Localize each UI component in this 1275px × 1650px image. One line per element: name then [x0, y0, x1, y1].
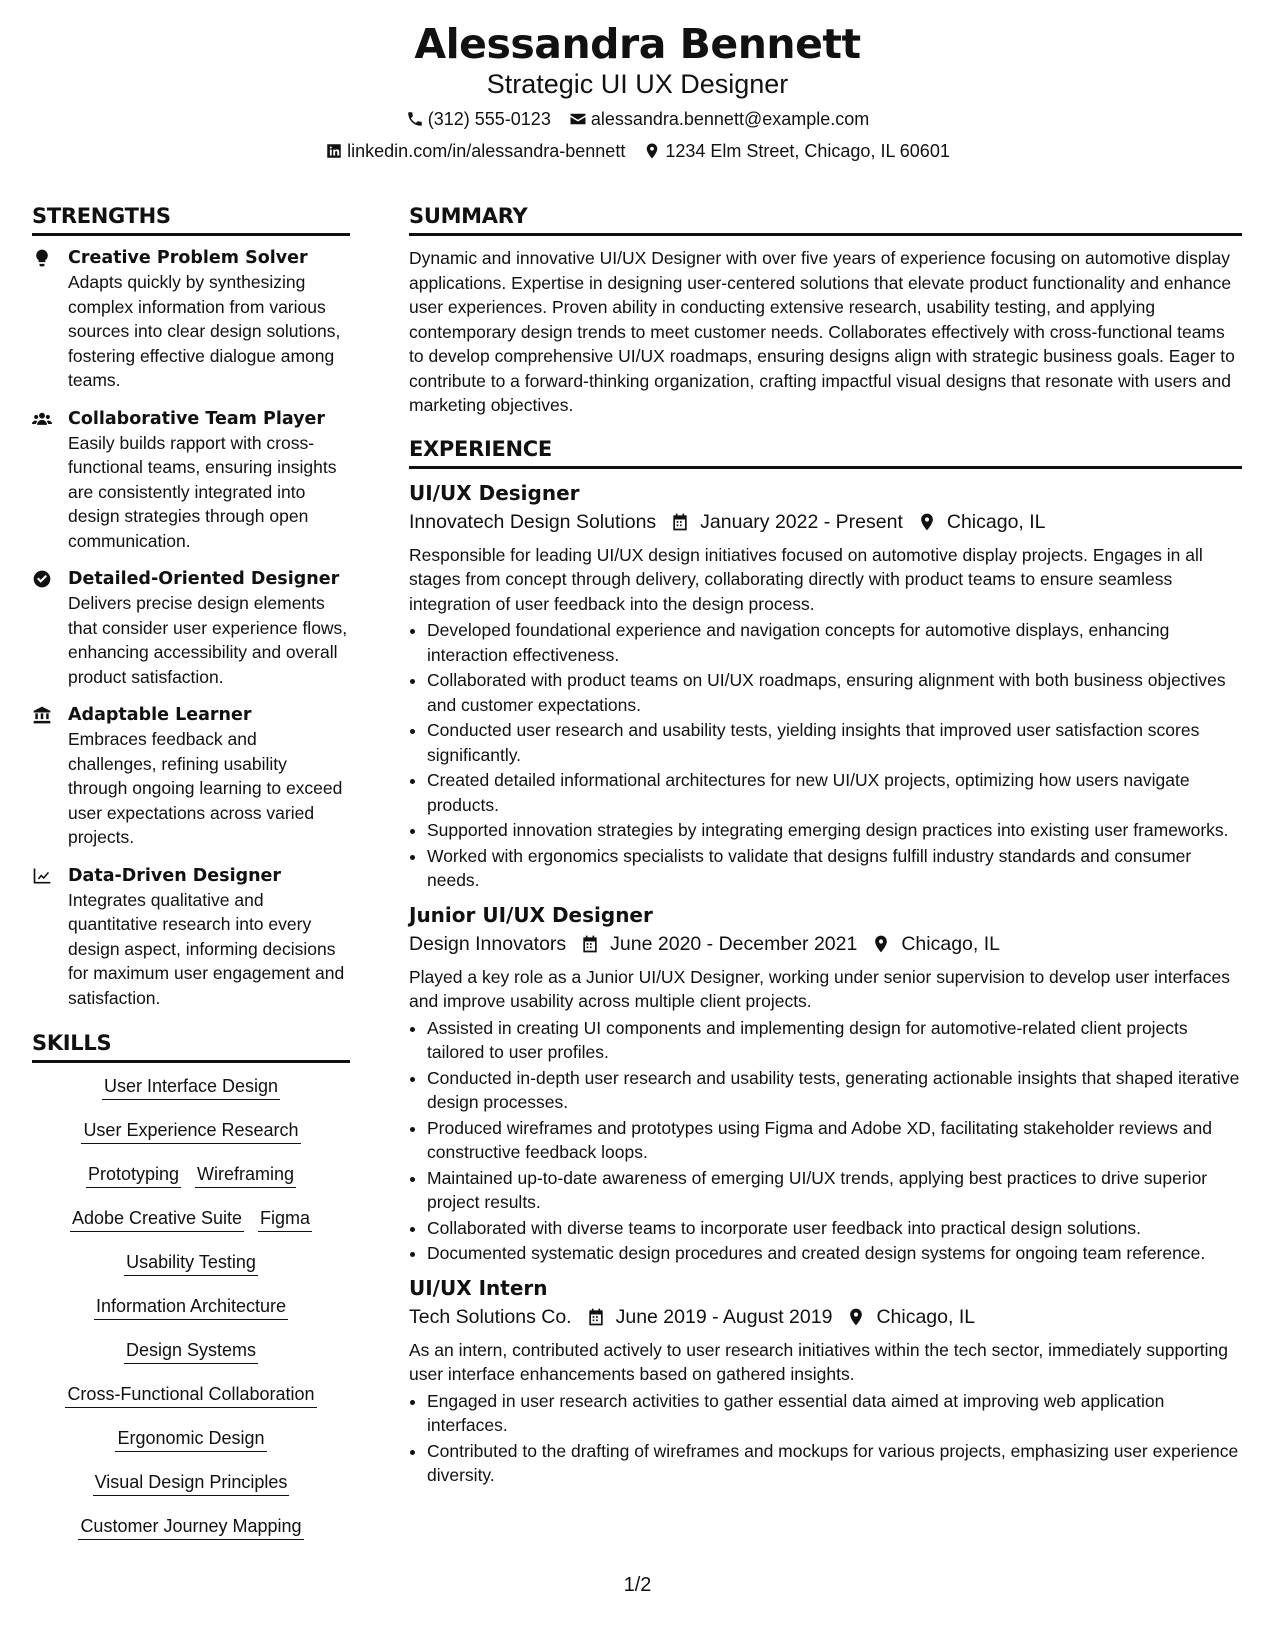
- resume-header: [0, 18, 1275, 163]
- strength-desc: Delivers precise design elements that consider user experience flows, enhancing accessibility and overall product satisfaction.: [68, 593, 348, 687]
- job-title: UI/UX Intern: [409, 1275, 548, 1300]
- bullet-item: • Worked with ergonomics specialists to validate that designs fulfill industry standards and consumer needs.: [427, 844, 1242, 893]
- bullet-item: • Conducted in-depth user research and usability tests, generating actionable insights that shaped iterative design processes.: [427, 1066, 1242, 1115]
- job-entry: [409, 901, 1242, 1266]
- company-name: Innovatech Design Solutions: [409, 510, 657, 533]
- institution-icon: [32, 705, 52, 725]
- skill-tag: Ergonomic Design: [115, 1425, 266, 1452]
- strength-desc: Embraces feedback and challenges, refining usability through ongoing learning to exceed user expectations across varied projects.: [68, 729, 343, 847]
- linkedin-contact[interactable]: [325, 139, 625, 163]
- bullet-item: • Collaborated with diverse teams to incorporate user feedback into practical design solutions.: [427, 1216, 1242, 1241]
- job-bullets: [409, 1389, 1242, 1488]
- candidate-name: Alessandra Bennett: [414, 20, 861, 68]
- skill-tag: User Experience Research: [81, 1117, 300, 1144]
- bullet-item: • Produced wireframes and prototypes using Figma and Adobe XD, facilitating stakeholder reviews and constructive feedback loops.: [427, 1116, 1242, 1165]
- job-location: Chicago, IL: [876, 1305, 976, 1328]
- company-name: Tech Solutions Co.: [409, 1305, 572, 1328]
- left-column: [32, 203, 350, 1557]
- job-entry: [409, 1274, 1242, 1488]
- map-pin-icon: [871, 934, 891, 954]
- skill-tag: Visual Design Principles: [93, 1469, 290, 1496]
- contact-row-1: [0, 107, 1275, 131]
- job-description: Responsible for leading UI/UX design initiatives focused on automotive display projects. Engages in all stages from concept through delivery, collaborating directly with product teams to ensure seamless integration of user feedback into the design process.: [409, 544, 1203, 614]
- email-text: alessandra.bennett@example.com: [590, 109, 870, 129]
- chart-line-icon: [32, 866, 52, 886]
- calendar-icon: [586, 1307, 606, 1327]
- job-dates: January 2022 - Present: [700, 510, 903, 533]
- envelope-icon: [569, 110, 587, 128]
- skill-tag: Information Architecture: [94, 1293, 288, 1320]
- skill-tag: Cross-Functional Collaboration: [65, 1381, 316, 1408]
- job-meta: [409, 929, 1242, 959]
- job-location: Chicago, IL: [901, 932, 1000, 955]
- summary-text: Dynamic and innovative UI/UX Designer with over five years of experience focusing on automotive display applications. Expertise in designing user-centered solutions that elevate product functionality and enhance user experiences. Proven ability in conducting extensive research, usability testing, and applying contemporary design trends to meet customer needs. Collaborates effectively with cross-functional teams to develop comprehensive UI/UX roadmaps, ensuring designs align with strategic business goals. Eager to contribute to a forward-thinking organization, crafting impactful visual designs that resonate with users and marketing objectives.: [409, 248, 1235, 415]
- job-dates: June 2020 - December 2021: [610, 932, 858, 955]
- bullet-item: • Collaborated with product teams on UI/UX roadmaps, ensuring alignment with both business objectives and customer expectations.: [427, 668, 1242, 717]
- map-pin-icon: [917, 512, 937, 532]
- calendar-icon: [670, 512, 690, 532]
- phone-text: (312) 555-0123: [427, 109, 551, 129]
- job-bullets: [409, 1016, 1242, 1266]
- address-contact: [643, 139, 950, 163]
- bullet-item: • Assisted in creating UI components and implementing design for automotive-related client projects tailored to user profiles.: [427, 1016, 1242, 1065]
- bullet-item: • Contributed to the drafting of wireframes and mockups for various projects, emphasizing user experience diversity.: [427, 1439, 1242, 1488]
- email-contact[interactable]: [569, 107, 869, 131]
- summary-heading: SUMMARY: [409, 203, 1242, 236]
- company-name: Design Innovators: [409, 932, 567, 955]
- skill-tag: Customer Journey Mapping: [78, 1513, 303, 1540]
- bullet-item: • Created detailed informational architectures for new UI/UX projects, optimizing how users navigate products.: [427, 768, 1242, 817]
- skills-list: [32, 1073, 350, 1543]
- strength-name: Adaptable Learner: [68, 705, 252, 725]
- linkedin-text: linkedin.com/in/alessandra-bennett: [347, 141, 626, 161]
- job-title: Junior UI/UX Designer: [409, 902, 653, 927]
- strength-item: [32, 864, 350, 1011]
- map-pin-icon: [846, 1307, 866, 1327]
- strength-item: [32, 407, 350, 554]
- job-dates: June 2019 - August 2019: [615, 1305, 833, 1328]
- page-number: 1/2: [623, 1574, 652, 1596]
- phone-contact[interactable]: [406, 107, 551, 131]
- skill-tag: Wireframing: [195, 1161, 296, 1188]
- skills-heading: SKILLS: [32, 1030, 350, 1063]
- strength-name: Creative Problem Solver: [68, 248, 308, 268]
- strength-name: Collaborative Team Player: [68, 408, 326, 429]
- experience-heading: EXPERIENCE: [409, 436, 1242, 469]
- job-meta: [409, 1302, 1242, 1332]
- strength-name: Data-Driven Designer: [68, 865, 282, 886]
- skill-tag: Design Systems: [124, 1337, 258, 1364]
- job-location: Chicago, IL: [946, 510, 1046, 533]
- map-pin-icon: [643, 142, 661, 160]
- linkedin-icon: [325, 142, 343, 160]
- job-bullets: [409, 618, 1242, 893]
- job-description: Played a key role as a Junior UI/UX Designer, working under senior supervision to develop user interfaces and improve usability across multiple client projects.: [409, 966, 1230, 1011]
- strength-item: [32, 246, 350, 393]
- strengths-heading: STRENGTHS: [32, 203, 350, 236]
- job-meta: [409, 507, 1242, 537]
- strength-desc: Adapts quickly by synthesizing complex information from various sources into clear design solutions, fostering effective dialogue among teams.: [68, 272, 341, 390]
- bullet-item: • Supported innovation strategies by integrating emerging design practices into existing user frameworks.: [427, 818, 1242, 843]
- bullet-item: • Documented systematic design procedures and created design systems for ongoing team reference.: [427, 1241, 1242, 1266]
- check-circle-icon: [32, 569, 52, 589]
- strength-item: [32, 703, 350, 850]
- bullet-item: • Engaged in user research activities to gather essential data aimed at improving web application interfaces.: [427, 1389, 1242, 1438]
- skill-tag: Usability Testing: [124, 1249, 258, 1276]
- job-title: UI/UX Designer: [409, 480, 580, 505]
- address-text: 1234 Elm Street, Chicago, IL 60601: [665, 141, 950, 161]
- contact-row-2: [0, 139, 1275, 163]
- job-description: As an intern, contributed actively to user research initiatives within the tech sector, immediately supporting user interface enhancements based on gathered insights.: [409, 1339, 1229, 1384]
- strength-name: Detailed-Oriented Designer: [68, 569, 340, 589]
- bullet-item: • Maintained up-to-date awareness of emerging UI/UX trends, applying best practices to drive superior project results.: [427, 1166, 1242, 1215]
- lightbulb-icon: [32, 248, 52, 268]
- phone-icon: [406, 110, 424, 128]
- job-entry: [409, 479, 1242, 893]
- bullet-item: • Developed foundational experience and navigation concepts for automotive displays, enhancing interaction effectiveness.: [427, 618, 1242, 667]
- strength-item: [32, 567, 350, 689]
- right-column: [409, 203, 1242, 1496]
- users-icon: [32, 409, 52, 429]
- strength-desc: Easily builds rapport with cross-functional teams, ensuring insights are consistently integrated into design strategies through open communication.: [68, 432, 337, 551]
- skill-tag: Figma: [258, 1205, 312, 1232]
- skill-tag: User Interface Design: [102, 1073, 280, 1100]
- candidate-title: Strategic UI UX Designer: [486, 69, 789, 99]
- skill-tag: Prototyping: [86, 1161, 181, 1188]
- skill-tag: Adobe Creative Suite: [70, 1205, 244, 1232]
- strength-desc: Integrates qualitative and quantitative research into every design aspect, informing decisions for maximum user engagement and satisfaction.: [68, 889, 345, 1008]
- bullet-item: • Conducted user research and usability tests, yielding insights that improved user satisfaction scores significantly.: [427, 718, 1242, 767]
- calendar-icon: [580, 934, 600, 954]
